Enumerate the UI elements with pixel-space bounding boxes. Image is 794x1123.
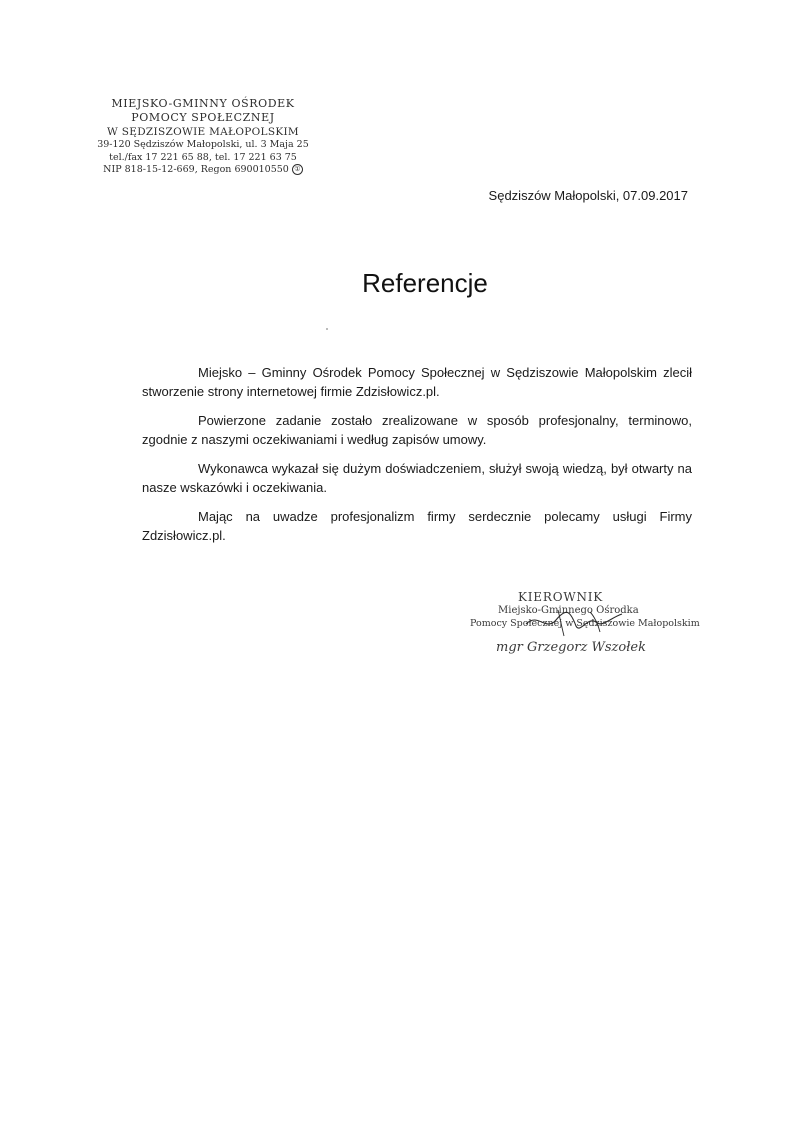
stamp-line: MIEJSKO-GMINNY OŚRODEK <box>111 97 295 110</box>
stamp-tax-ids-text: NIP 818-15-12-669, Regon 690010550 <box>103 164 289 175</box>
signatory-name: mgr Grzegorz Wszołek <box>496 640 646 655</box>
letter-date: Sędziszów Małopolski, 07.09.2017 <box>488 188 688 203</box>
signature-org-line: Miejsko-Gminnego Ośrodka <box>498 605 639 616</box>
stamp-line: W SĘDZISZOWIE MAŁOPOLSKIM <box>107 126 299 138</box>
paragraph: Powierzone zadanie zostało zrealizowane w sposób profesjonalny, terminowo, zgodnie z naszymi oczekiwaniami i według zapisów umowy. <box>142 413 692 447</box>
stamp-address: 39-120 Sędziszów Małopolski, ul. 3 Maja 25 <box>97 139 309 150</box>
circled-number-icon: ① <box>292 164 303 175</box>
page-title: Referencje <box>362 268 488 298</box>
scan-speck <box>326 328 328 330</box>
signature-block <box>458 588 700 668</box>
stamp-tax-ids <box>92 164 314 177</box>
signature-org-line: Pomocy Społecznej w Sędziszowie Małopolskim <box>470 618 700 629</box>
institution-stamp <box>92 96 314 177</box>
stamp-line: POMOCY SPOŁECZNEJ <box>131 111 275 124</box>
paragraph: Wykonawca wykazał się dużym doświadczeniem, służył swoją wiedzą, był otwarty na nasze wskazówki i oczekiwania. <box>142 461 692 495</box>
paragraph: Mając na uwadze profesjonalizm firmy serdecznie polecamy usługi Firmy Zdzisłowicz.pl. <box>142 509 692 543</box>
letter-body <box>142 363 692 555</box>
stamp-phone: tel./fax 17 221 65 88, tel. 17 221 63 75 <box>109 151 297 163</box>
paragraph: Miejsko – Gminny Ośrodek Pomocy Społecznej w Sędziszowie Małopolskim zlecił stworzenie strony internetowej firmie Zdzisłowicz.pl. <box>142 365 692 399</box>
handwritten-signature <box>518 602 638 642</box>
signature-role: KIEROWNIK <box>518 590 604 604</box>
